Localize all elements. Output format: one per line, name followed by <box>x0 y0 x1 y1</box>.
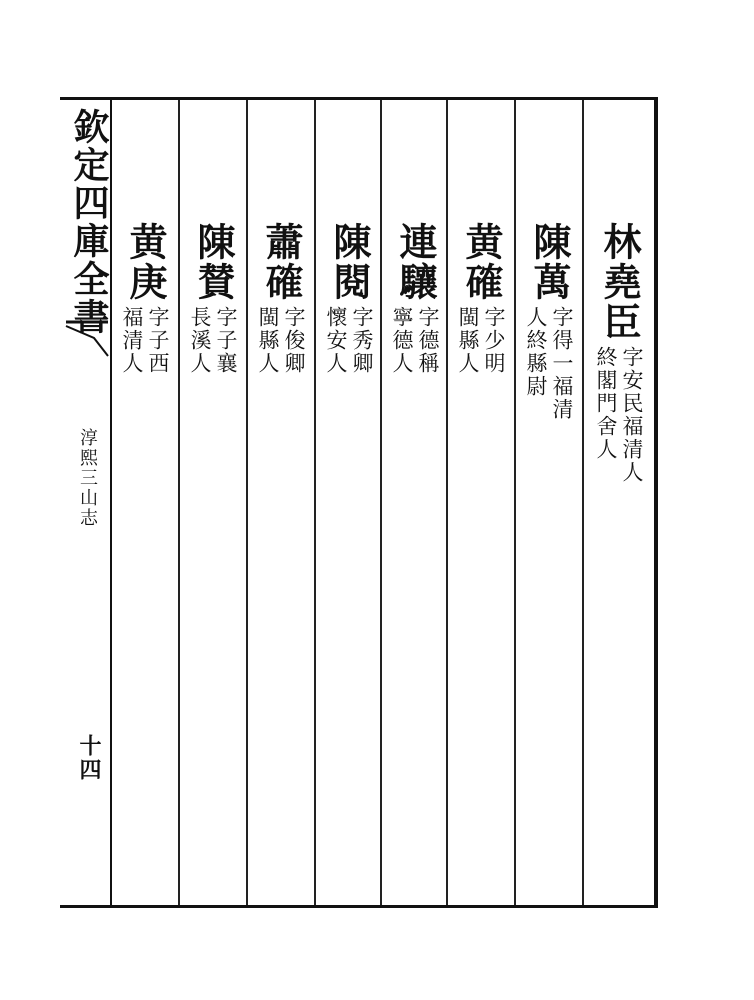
annotation <box>323 306 375 375</box>
book-title: 淳熙三山志 <box>77 428 98 528</box>
entry-column <box>182 222 244 375</box>
frame-left-border <box>110 97 112 908</box>
annotation-line: 終閣門舍人 <box>594 346 618 461</box>
annotation <box>389 306 441 375</box>
annotation-line: 字得一福清 <box>550 306 574 421</box>
person-name: 蕭確 <box>259 222 304 302</box>
entry-column <box>250 222 312 375</box>
annotation-line: 寧德人 <box>390 306 414 375</box>
person-name: 黄確 <box>459 222 504 302</box>
person-name: 陳賛 <box>191 222 236 302</box>
person-name: 陳閱 <box>327 222 372 302</box>
page-number: 十四 <box>76 734 102 782</box>
fish-tail-ornament <box>64 318 110 358</box>
annotation-line: 字俊卿 <box>282 306 306 375</box>
annotation-line: 懷安人 <box>324 306 348 375</box>
annotation-line: 字子襄 <box>214 306 238 375</box>
person-name: 黄庚 <box>123 222 168 302</box>
person-name: 連驤 <box>393 222 438 302</box>
entry-column <box>114 222 176 375</box>
annotation-line: 字德稱 <box>416 306 440 375</box>
annotation-line: 人終縣尉 <box>524 306 548 398</box>
person-name: 陳萬 <box>527 222 572 302</box>
column-rule <box>246 100 248 905</box>
annotation <box>455 306 507 375</box>
column-rule <box>314 100 316 905</box>
annotation <box>187 306 239 375</box>
annotation-line: 字安民福清人 <box>620 346 644 484</box>
column-rule <box>178 100 180 905</box>
annotation <box>119 306 171 375</box>
annotation-line: 福清人 <box>120 306 144 375</box>
annotation <box>593 346 645 484</box>
column-rule <box>514 100 516 905</box>
column-rule <box>582 100 584 905</box>
frame-top-border <box>60 97 658 100</box>
entry-column <box>318 222 380 375</box>
frame-right-border <box>654 97 658 908</box>
person-name: 林堯臣 <box>597 222 642 342</box>
annotation-line: 長溪人 <box>188 306 212 375</box>
annotation-line: 閩縣人 <box>256 306 280 375</box>
annotation-line: 閩縣人 <box>456 306 480 375</box>
entry-column <box>450 222 512 375</box>
annotation <box>255 306 307 375</box>
entry-column <box>518 222 580 421</box>
column-rule <box>446 100 448 905</box>
annotation-line: 字少明 <box>482 306 506 375</box>
entry-column <box>588 222 650 484</box>
annotation <box>523 306 575 421</box>
annotation-line: 字秀卿 <box>350 306 374 375</box>
column-rule <box>380 100 382 905</box>
collection-title: 欽定四庫全書 <box>68 108 110 336</box>
entry-column <box>384 222 446 375</box>
frame-bottom-border <box>60 905 658 908</box>
annotation-line: 字子西 <box>146 306 170 375</box>
